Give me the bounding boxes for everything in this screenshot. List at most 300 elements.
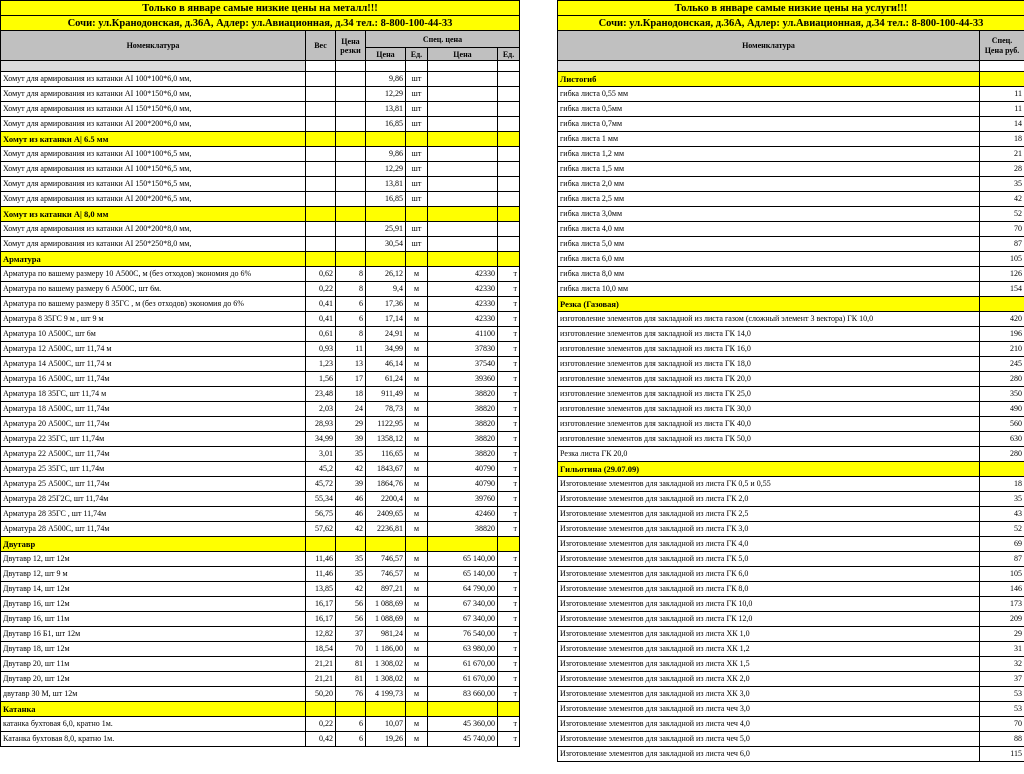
service-name: Изготовление элементов для закладной из листа чеч 3,0 bbox=[558, 702, 980, 717]
item-spec-price bbox=[428, 147, 498, 162]
section-title: Катанка bbox=[1, 702, 306, 717]
item-name: Хомут для армирования из катанки AI 200*200*8,0 мм, bbox=[1, 222, 306, 237]
item-unit: м bbox=[406, 732, 428, 747]
item-price: 1864,76 bbox=[366, 477, 406, 492]
table-row bbox=[1, 507, 520, 522]
service-name: изготовление элементов для закладной из листа ГК 16,0 bbox=[558, 342, 980, 357]
left-header-line2: Сочи: ул.Кранодонская, д.36А, Адлер: ул.Авиационная, д.34 тел.: 8-800-100-44-33 bbox=[1, 16, 520, 31]
section-title: Хомут из катанки А| 6.5 мм bbox=[1, 132, 306, 147]
table-row bbox=[1, 447, 520, 462]
item-cut-price: 37 bbox=[336, 627, 366, 642]
table-row bbox=[558, 177, 1024, 192]
item-unit2: т bbox=[498, 327, 520, 342]
item-spec-price bbox=[428, 117, 498, 132]
section-cell bbox=[980, 72, 1024, 87]
item-weight bbox=[306, 147, 336, 162]
item-price: 16,85 bbox=[366, 192, 406, 207]
item-weight bbox=[306, 102, 336, 117]
item-weight: 0,42 bbox=[306, 732, 336, 747]
section-row bbox=[558, 462, 1024, 477]
left-header-line1: Только в январе самые низкие цены на металл!!! bbox=[1, 1, 520, 16]
service-price: 209 bbox=[980, 612, 1024, 627]
item-weight: 11,46 bbox=[306, 552, 336, 567]
item-unit2: т bbox=[498, 597, 520, 612]
item-weight: 56,75 bbox=[306, 507, 336, 522]
table-row bbox=[558, 567, 1024, 582]
table-row bbox=[558, 117, 1024, 132]
item-weight: 12,82 bbox=[306, 627, 336, 642]
service-name: Изготовление элементов для закладной из листа ХК 3,0 bbox=[558, 687, 980, 702]
section-cell bbox=[406, 252, 428, 267]
item-unit2: т bbox=[498, 492, 520, 507]
col-price2-header: Цена bbox=[428, 48, 498, 61]
item-unit2: т bbox=[498, 687, 520, 702]
service-name: изготовление элементов для закладной из листа ГК 25,0 bbox=[558, 387, 980, 402]
item-weight: 0,22 bbox=[306, 717, 336, 732]
section-cell bbox=[498, 132, 520, 147]
item-cut-price bbox=[336, 147, 366, 162]
section-cell bbox=[428, 537, 498, 552]
service-name: гибка листа 3,0мм bbox=[558, 207, 980, 222]
item-cut-price: 8 bbox=[336, 267, 366, 282]
item-unit: шт bbox=[406, 177, 428, 192]
table-row bbox=[1, 432, 520, 447]
section-cell bbox=[366, 537, 406, 552]
item-cut-price: 18 bbox=[336, 387, 366, 402]
table-row bbox=[1, 462, 520, 477]
table-row bbox=[1, 522, 520, 537]
service-price: 42 bbox=[980, 192, 1024, 207]
service-name: Изготовление элементов для закладной из листа ГК 5,0 bbox=[558, 552, 980, 567]
item-cut-price: 42 bbox=[336, 462, 366, 477]
service-price: 115 bbox=[980, 747, 1024, 762]
item-price: 34,99 bbox=[366, 342, 406, 357]
item-unit: м bbox=[406, 612, 428, 627]
item-spec-price bbox=[428, 72, 498, 87]
item-unit2: т bbox=[498, 297, 520, 312]
item-cut-price bbox=[336, 72, 366, 87]
table-row bbox=[558, 102, 1024, 117]
item-cut-price: 35 bbox=[336, 567, 366, 582]
service-price: 28 bbox=[980, 162, 1024, 177]
service-price: 420 bbox=[980, 312, 1024, 327]
service-price: 105 bbox=[980, 252, 1024, 267]
table-row bbox=[1, 177, 520, 192]
service-name: гибка листа 1,5 мм bbox=[558, 162, 980, 177]
item-name: Арматура по вашему размеру 10 А500С, м (без отходов) экономия до 6% bbox=[1, 267, 306, 282]
section-row bbox=[1, 537, 520, 552]
section-title: Хомут из катанки А| 8,0 мм bbox=[1, 207, 306, 222]
item-weight: 1,56 bbox=[306, 372, 336, 387]
service-name: Изготовление элементов для закладной из листа ГК 6,0 bbox=[558, 567, 980, 582]
item-spec-price: 45 360,00 bbox=[428, 717, 498, 732]
item-weight: 34,99 bbox=[306, 432, 336, 447]
item-spec-price: 41100 bbox=[428, 327, 498, 342]
item-cut-price: 81 bbox=[336, 672, 366, 687]
table-row bbox=[558, 447, 1024, 462]
service-price: 210 bbox=[980, 342, 1024, 357]
col-name-header: Номенклатура bbox=[1, 31, 306, 61]
section-cell bbox=[498, 702, 520, 717]
item-unit: м bbox=[406, 627, 428, 642]
service-price: 35 bbox=[980, 492, 1024, 507]
section-cell bbox=[406, 537, 428, 552]
item-weight: 45,72 bbox=[306, 477, 336, 492]
item-name: Хомут для армирования из катанки AI 200*200*6,5 мм, bbox=[1, 192, 306, 207]
service-name: гибка листа 0,5мм bbox=[558, 102, 980, 117]
right-header-line1: Только в январе самые низкие цены на услуги!!! bbox=[558, 1, 1024, 16]
service-name: Изготовление элементов для закладной из листа ХК 2,0 bbox=[558, 672, 980, 687]
item-price: 12,29 bbox=[366, 87, 406, 102]
item-cut-price: 81 bbox=[336, 657, 366, 672]
item-unit2 bbox=[498, 222, 520, 237]
table-row bbox=[1, 102, 520, 117]
item-weight: 0,41 bbox=[306, 297, 336, 312]
item-name: Двутавр 16, шт 11м bbox=[1, 612, 306, 627]
service-price: 126 bbox=[980, 267, 1024, 282]
item-price: 2409,65 bbox=[366, 507, 406, 522]
blank-cell bbox=[336, 61, 366, 72]
item-unit2: т bbox=[498, 642, 520, 657]
service-name: Изготовление элементов для закладной из листа ХК 1,0 bbox=[558, 627, 980, 642]
section-cell bbox=[306, 207, 336, 222]
service-name: Изготовление элементов для закладной из листа ГК 2,5 bbox=[558, 507, 980, 522]
table-row bbox=[1, 552, 520, 567]
item-price: 26,12 bbox=[366, 267, 406, 282]
service-name: изготовление элементов для закладной из листа газом (сложный элемент 3 вектора) ГК 10,0 bbox=[558, 312, 980, 327]
services-col-spec-price-header: Спец. Цена руб. bbox=[980, 31, 1024, 61]
item-name: двутавр 30 М, шт 12м bbox=[1, 687, 306, 702]
table-row bbox=[558, 132, 1024, 147]
table-row bbox=[558, 672, 1024, 687]
item-unit2: т bbox=[498, 477, 520, 492]
item-unit: м bbox=[406, 672, 428, 687]
item-name: Арматура по вашему размеру 8 35ГС , м (без отходов) экономия до 6% bbox=[1, 297, 306, 312]
item-weight: 0,22 bbox=[306, 282, 336, 297]
item-unit2: т bbox=[498, 552, 520, 567]
item-name: Арматура 18 35ГС, шт 11,74 м bbox=[1, 387, 306, 402]
service-name: Изготовление элементов для закладной из листа ГК 0,5 и 0,55 bbox=[558, 477, 980, 492]
item-unit2: т bbox=[498, 522, 520, 537]
item-spec-price: 38820 bbox=[428, 447, 498, 462]
item-unit2 bbox=[498, 147, 520, 162]
item-spec-price: 39760 bbox=[428, 492, 498, 507]
item-weight: 16,17 bbox=[306, 612, 336, 627]
service-price: 173 bbox=[980, 597, 1024, 612]
service-name: гибка листа 6,0 мм bbox=[558, 252, 980, 267]
service-price: 350 bbox=[980, 387, 1024, 402]
table-row bbox=[558, 402, 1024, 417]
item-unit2 bbox=[498, 237, 520, 252]
item-unit2: т bbox=[498, 357, 520, 372]
item-unit: м bbox=[406, 642, 428, 657]
table-row bbox=[1, 72, 520, 87]
item-unit2: т bbox=[498, 342, 520, 357]
table-row bbox=[558, 387, 1024, 402]
item-name: Арматура 25 А500С, шт 11,74м bbox=[1, 477, 306, 492]
section-cell bbox=[306, 702, 336, 717]
section-cell bbox=[366, 252, 406, 267]
section-cell bbox=[306, 252, 336, 267]
service-name: изготовление элементов для закладной из листа ГК 20,0 bbox=[558, 372, 980, 387]
item-unit: м bbox=[406, 357, 428, 372]
item-spec-price bbox=[428, 222, 498, 237]
item-name: Хомут для армирования из катанки AI 100*150*6,0 мм, bbox=[1, 87, 306, 102]
service-price: 32 bbox=[980, 657, 1024, 672]
item-price: 10,07 bbox=[366, 717, 406, 732]
service-name: гибка листа 4,0 мм bbox=[558, 222, 980, 237]
item-unit2: т bbox=[498, 627, 520, 642]
blank-cell bbox=[428, 61, 498, 72]
service-price: 35 bbox=[980, 177, 1024, 192]
item-name: Хомут для армирования из катанки AI 100*150*6,5 мм, bbox=[1, 162, 306, 177]
item-name: Арматура 16 А500С, шт 11,74м bbox=[1, 372, 306, 387]
item-spec-price: 63 980,00 bbox=[428, 642, 498, 657]
table-row bbox=[558, 282, 1024, 297]
section-cell bbox=[498, 207, 520, 222]
item-price: 1 088,69 bbox=[366, 612, 406, 627]
table-row bbox=[558, 687, 1024, 702]
item-cut-price: 11 bbox=[336, 342, 366, 357]
section-cell bbox=[428, 207, 498, 222]
table-row bbox=[1, 477, 520, 492]
table-row bbox=[1, 282, 520, 297]
section-title: Арматура bbox=[1, 252, 306, 267]
item-unit: шт bbox=[406, 237, 428, 252]
table-row bbox=[558, 192, 1024, 207]
table-row bbox=[1, 267, 520, 282]
section-cell bbox=[980, 462, 1024, 477]
service-price: 53 bbox=[980, 702, 1024, 717]
item-price: 13,81 bbox=[366, 102, 406, 117]
item-weight bbox=[306, 192, 336, 207]
item-weight: 0,41 bbox=[306, 312, 336, 327]
item-unit2: т bbox=[498, 372, 520, 387]
item-spec-price: 38820 bbox=[428, 522, 498, 537]
item-unit: шт bbox=[406, 162, 428, 177]
item-weight bbox=[306, 222, 336, 237]
item-weight bbox=[306, 237, 336, 252]
table-row bbox=[558, 417, 1024, 432]
section-cell bbox=[336, 132, 366, 147]
section-cell bbox=[336, 702, 366, 717]
service-price: 630 bbox=[980, 432, 1024, 447]
item-name: Хомут для армирования из катанки AI 250*250*8,0 мм, bbox=[1, 237, 306, 252]
item-unit2: т bbox=[498, 717, 520, 732]
item-weight: 21,21 bbox=[306, 657, 336, 672]
item-unit2 bbox=[498, 102, 520, 117]
section-row bbox=[1, 702, 520, 717]
item-price: 2236,81 bbox=[366, 522, 406, 537]
item-unit: м bbox=[406, 267, 428, 282]
item-cut-price: 6 bbox=[336, 717, 366, 732]
service-name: Изготовление элементов для закладной из листа ХК 1,2 bbox=[558, 642, 980, 657]
item-cut-price: 70 bbox=[336, 642, 366, 657]
blank-cell bbox=[980, 61, 1024, 72]
service-name: гибка листа 1,2 мм bbox=[558, 147, 980, 162]
service-name: Изготовление элементов для закладной из листа ГК 12,0 bbox=[558, 612, 980, 627]
table-row bbox=[558, 747, 1024, 762]
item-unit2 bbox=[498, 87, 520, 102]
table-row bbox=[558, 657, 1024, 672]
item-cut-price bbox=[336, 222, 366, 237]
table-row bbox=[1, 597, 520, 612]
service-price: 154 bbox=[980, 282, 1024, 297]
item-spec-price: 83 660,00 bbox=[428, 687, 498, 702]
col-price-header: Цена bbox=[366, 48, 406, 61]
table-row bbox=[558, 702, 1024, 717]
service-name: изготовление элементов для закладной из листа ГК 14,0 bbox=[558, 327, 980, 342]
service-name: Изготовление элементов для закладной из листа ГК 8,0 bbox=[558, 582, 980, 597]
section-cell bbox=[306, 132, 336, 147]
item-name: Катанка бухтовая 8,0, кратно 1м. bbox=[1, 732, 306, 747]
item-price: 9,86 bbox=[366, 147, 406, 162]
item-name: Хомут для армирования из катанки AI 100*100*6,5 мм, bbox=[1, 147, 306, 162]
item-name: Двутавр 16, шт 12м bbox=[1, 597, 306, 612]
table-row bbox=[1, 627, 520, 642]
item-weight: 28,93 bbox=[306, 417, 336, 432]
item-cut-price: 76 bbox=[336, 687, 366, 702]
item-unit: шт bbox=[406, 147, 428, 162]
item-price: 24,91 bbox=[366, 327, 406, 342]
item-price: 12,29 bbox=[366, 162, 406, 177]
item-price: 1358,12 bbox=[366, 432, 406, 447]
item-name: Арматура 25 35ГС, шт 11,74м bbox=[1, 462, 306, 477]
item-spec-price bbox=[428, 177, 498, 192]
item-name: Арматура 14 А500С, шт 11,74 м bbox=[1, 357, 306, 372]
item-unit: шт bbox=[406, 222, 428, 237]
table-row bbox=[558, 342, 1024, 357]
item-name: Двутавр 12, шт 9 м bbox=[1, 567, 306, 582]
col-spec-price-header: Спец. цена bbox=[366, 31, 520, 48]
col-unit-header: Ед. bbox=[406, 48, 428, 61]
item-price: 19,26 bbox=[366, 732, 406, 747]
service-price: 52 bbox=[980, 522, 1024, 537]
item-unit2: т bbox=[498, 387, 520, 402]
table-row bbox=[1, 417, 520, 432]
item-unit2: т bbox=[498, 402, 520, 417]
item-spec-price: 38820 bbox=[428, 387, 498, 402]
section-title: Листогиб bbox=[558, 72, 980, 87]
item-name: Арматура 22 35ГС, шт 11,74м bbox=[1, 432, 306, 447]
metal-price-table bbox=[0, 0, 520, 747]
item-spec-price: 40790 bbox=[428, 477, 498, 492]
table-row bbox=[558, 237, 1024, 252]
service-name: изготовление элементов для закладной из листа ГК 18,0 bbox=[558, 357, 980, 372]
item-price: 911,49 bbox=[366, 387, 406, 402]
section-row bbox=[558, 72, 1024, 87]
table-row bbox=[1, 192, 520, 207]
table-row bbox=[1, 492, 520, 507]
item-cut-price: 17 bbox=[336, 372, 366, 387]
service-price: 70 bbox=[980, 222, 1024, 237]
item-spec-price: 42330 bbox=[428, 282, 498, 297]
table-row bbox=[1, 402, 520, 417]
section-cell bbox=[498, 537, 520, 552]
service-price: 146 bbox=[980, 582, 1024, 597]
service-name: изготовление элементов для закладной из листа ГК 30,0 bbox=[558, 402, 980, 417]
blank-cell bbox=[406, 61, 428, 72]
service-price: 53 bbox=[980, 687, 1024, 702]
item-name: Двутавр 18, шт 12м bbox=[1, 642, 306, 657]
item-name: катанка бухтовая 6,0, кратно 1м. bbox=[1, 717, 306, 732]
table-row bbox=[1, 222, 520, 237]
table-row bbox=[558, 612, 1024, 627]
item-unit2 bbox=[498, 177, 520, 192]
section-row bbox=[1, 252, 520, 267]
item-cut-price bbox=[336, 177, 366, 192]
item-unit: шт bbox=[406, 72, 428, 87]
table-row bbox=[558, 147, 1024, 162]
table-row bbox=[1, 117, 520, 132]
section-row bbox=[1, 207, 520, 222]
service-price: 18 bbox=[980, 477, 1024, 492]
table-row bbox=[558, 267, 1024, 282]
item-unit: м bbox=[406, 402, 428, 417]
item-price: 25,91 bbox=[366, 222, 406, 237]
service-name: гибка листа 10,0 мм bbox=[558, 282, 980, 297]
table-row bbox=[558, 732, 1024, 747]
service-price: 31 bbox=[980, 642, 1024, 657]
item-unit: м bbox=[406, 597, 428, 612]
item-weight: 0,62 bbox=[306, 267, 336, 282]
item-cut-price bbox=[336, 117, 366, 132]
item-spec-price bbox=[428, 162, 498, 177]
item-unit2: т bbox=[498, 582, 520, 597]
item-unit2 bbox=[498, 117, 520, 132]
item-unit2: т bbox=[498, 657, 520, 672]
item-cut-price: 8 bbox=[336, 282, 366, 297]
item-unit: м bbox=[406, 507, 428, 522]
service-name: Изготовление элементов для закладной из листа ГК 3,0 bbox=[558, 522, 980, 537]
table-row bbox=[558, 162, 1024, 177]
item-cut-price: 46 bbox=[336, 507, 366, 522]
table-row bbox=[1, 582, 520, 597]
item-cut-price: 56 bbox=[336, 597, 366, 612]
item-price: 1 308,02 bbox=[366, 672, 406, 687]
table-row bbox=[558, 492, 1024, 507]
table-row bbox=[1, 342, 520, 357]
item-price: 78,73 bbox=[366, 402, 406, 417]
item-price: 13,81 bbox=[366, 177, 406, 192]
item-unit: шт bbox=[406, 102, 428, 117]
item-spec-price bbox=[428, 237, 498, 252]
service-price: 87 bbox=[980, 237, 1024, 252]
section-cell bbox=[336, 207, 366, 222]
item-name: Арматура 8 35ГС 9 м , шт 9 м bbox=[1, 312, 306, 327]
section-cell bbox=[406, 702, 428, 717]
table-row bbox=[1, 387, 520, 402]
item-unit: м bbox=[406, 717, 428, 732]
service-price: 105 bbox=[980, 567, 1024, 582]
item-cut-price: 39 bbox=[336, 477, 366, 492]
item-name: Двутавр 14, шт 12м bbox=[1, 582, 306, 597]
item-name: Двутавр 20, шт 11м bbox=[1, 657, 306, 672]
item-name: Арматура 10 А500С, шт 6м bbox=[1, 327, 306, 342]
item-spec-price: 67 340,00 bbox=[428, 612, 498, 627]
table-row bbox=[558, 207, 1024, 222]
item-cut-price bbox=[336, 102, 366, 117]
section-cell bbox=[498, 252, 520, 267]
col-weight-header: Вес bbox=[306, 31, 336, 61]
item-cut-price: 42 bbox=[336, 582, 366, 597]
item-unit: м bbox=[406, 297, 428, 312]
item-spec-price bbox=[428, 87, 498, 102]
service-price: 21 bbox=[980, 147, 1024, 162]
table-row bbox=[558, 327, 1024, 342]
item-weight: 18,54 bbox=[306, 642, 336, 657]
table-row bbox=[558, 432, 1024, 447]
